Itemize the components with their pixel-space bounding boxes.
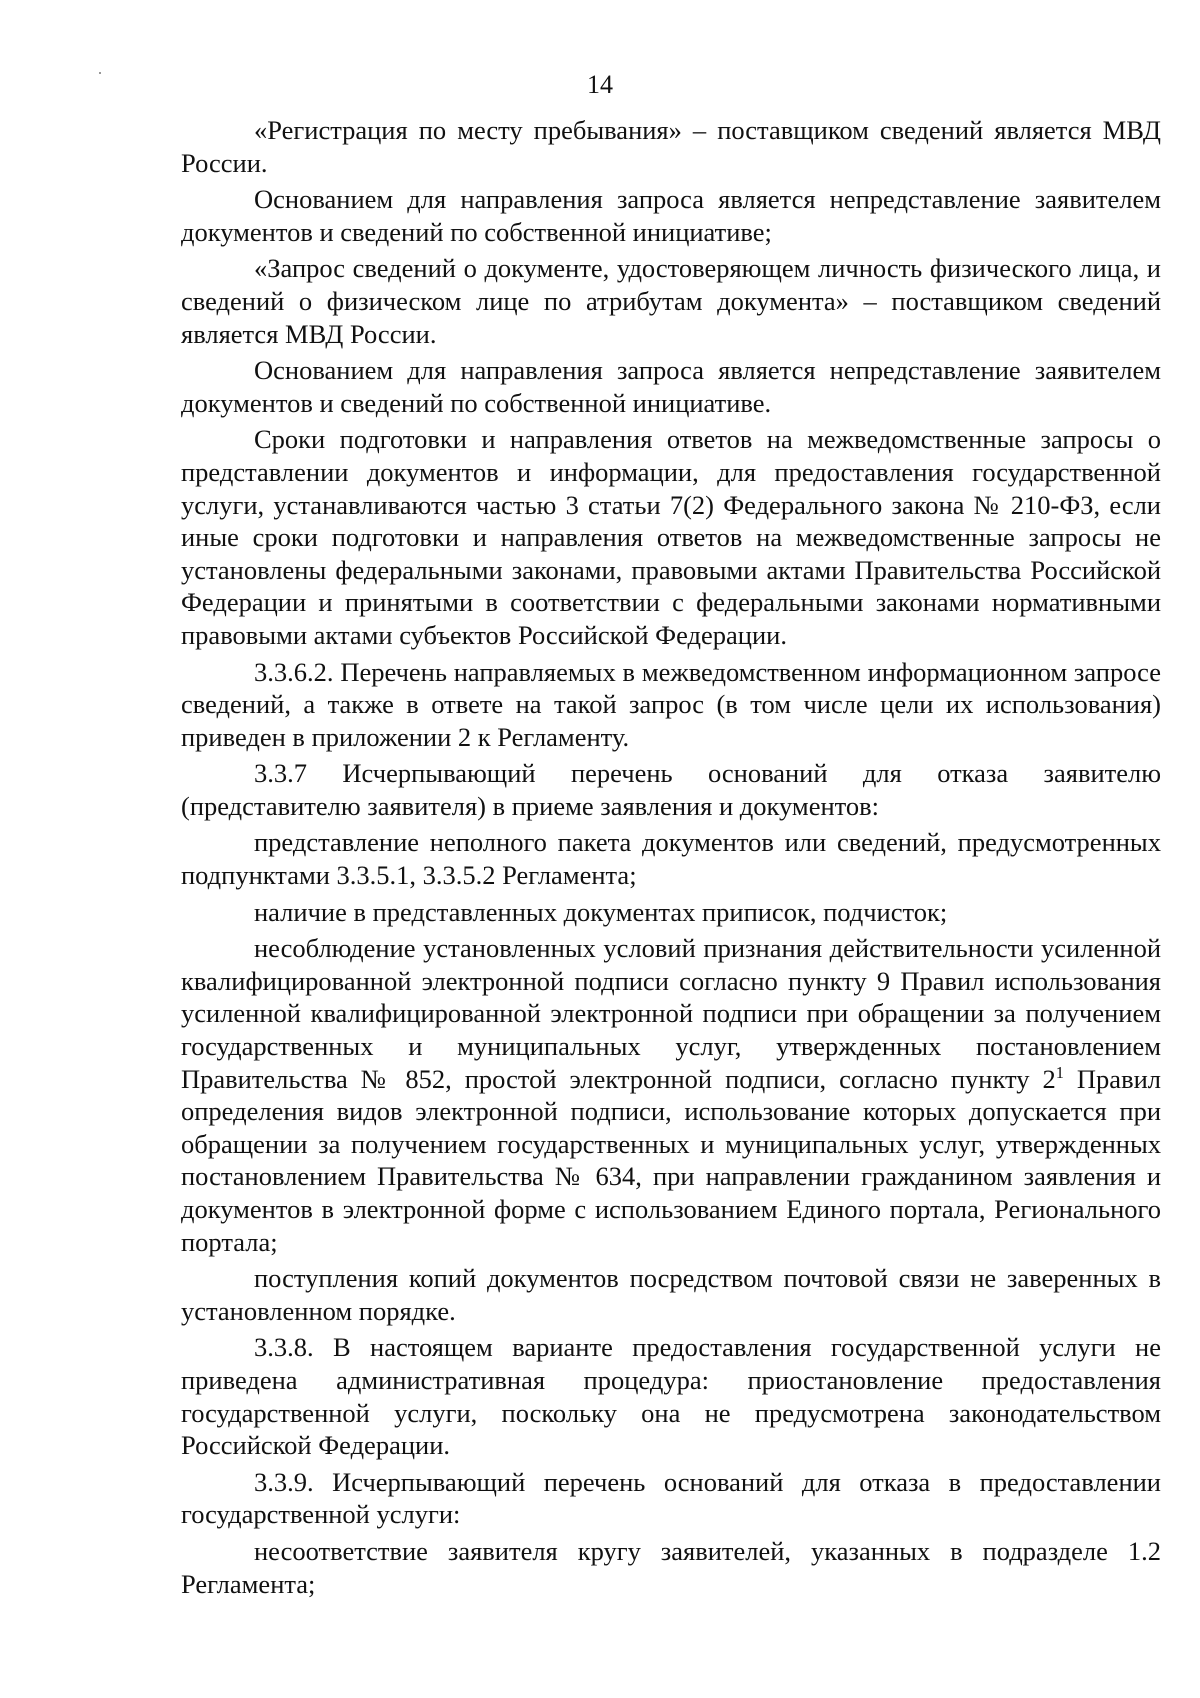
footnote-superscript: 1 bbox=[1055, 1062, 1064, 1082]
paragraph-3-3-7: 3.3.7 Исчерпывающий перечень оснований для отказа заявителю (представителю заявителя) в приеме заявления и документов: bbox=[181, 758, 1161, 821]
paragraph-request-basis-2: Основанием для направления запроса является непредставление заявителем документов и сведений по собственной инициативе. bbox=[181, 355, 1161, 418]
list-item-uncertified-copies: поступления копий документов посредством почтовой связи не заверенных в установленном порядке. bbox=[181, 1263, 1161, 1326]
signature-text-part-2: Правил определения видов электронной подписи, использование которых допускается при обращении за получением государственных и муниципальных услуг, утвержденных постановлением Правительства № 634, при направлении гражданином заявления и документов в электронной форме с использованием Единого портала, Регионального портала; bbox=[181, 1063, 1161, 1257]
list-item-incomplete-package: представление неполного пакета документов или сведений, предусмотренных подпунктами 3.3.5.1, 3.3.5.2 Регламента; bbox=[181, 827, 1161, 891]
list-item-applicant-mismatch: несоответствие заявителя кругу заявителей, указанных в подразделе 1.2 Регламента; bbox=[181, 1535, 1161, 1599]
paragraph-registration: «Регистрация по месту пребывания» – поставщиком сведений является МВД России. bbox=[181, 115, 1161, 178]
document-body bbox=[181, 114, 1161, 1600]
page-number: 14 bbox=[587, 70, 613, 99]
paragraph-3-3-9: 3.3.9. Исчерпывающий перечень оснований для отказа в предоставлении государственной услуги: bbox=[181, 1466, 1161, 1530]
list-item-corrections: наличие в представленных документах приписок, подчисток; bbox=[254, 896, 948, 927]
signature-text-part-1: несоблюдение установленных условий признания действительности усиленной квалифицированной электронной подписи согласно пункту 9 Правил использования усиленной квалифицированной электронной подписи при обращении за получением государственных и муниципальных услуг, утвержденных постановлением Правительства № 852, простой электронной подписи, согласно пункту 2 bbox=[181, 933, 1161, 1094]
paragraph-3-3-8: 3.3.8. В настоящем варианте предоставления государственной услуги не приведена административная процедура: приостановление предоставления государственной услуги, поскольку она не предусмотрена законодательством Российской Федерации. bbox=[181, 1332, 1161, 1461]
list-item-signature-conditions bbox=[181, 932, 1161, 1258]
paragraph-identity-request: «Запрос сведений о документе, удостоверяющем личность физического лица, и сведений о физическом лице по атрибутам документа» – поставщиком сведений является МВД России. bbox=[181, 253, 1161, 349]
paragraph-request-basis: Основанием для направления запроса является непредставление заявителем документов и сведений по собственной инициативе; bbox=[181, 184, 1161, 247]
paragraph-3-3-6-2: 3.3.6.2. Перечень направляемых в межведомственном информационном запросе сведений, а также в ответе на такой запрос (в том числе цели их использования) приведен в приложении 2 к Регламенту. bbox=[181, 656, 1161, 752]
paragraph-response-deadlines: Сроки подготовки и направления ответов на межведомственные запросы о представлении документов и информации, для предоставления государственной услуги, устанавливаются частью 3 статьи 7(2) Федерального закона № 210-ФЗ, если иные сроки подготовки и направления ответов на межведомственные запросы не установлены федеральными законами, правовыми актами Правительства Российской Федерации и принятыми в соответствии с федеральными законами нормативными правовыми актами субъектов Российской Федерации. bbox=[181, 424, 1161, 650]
